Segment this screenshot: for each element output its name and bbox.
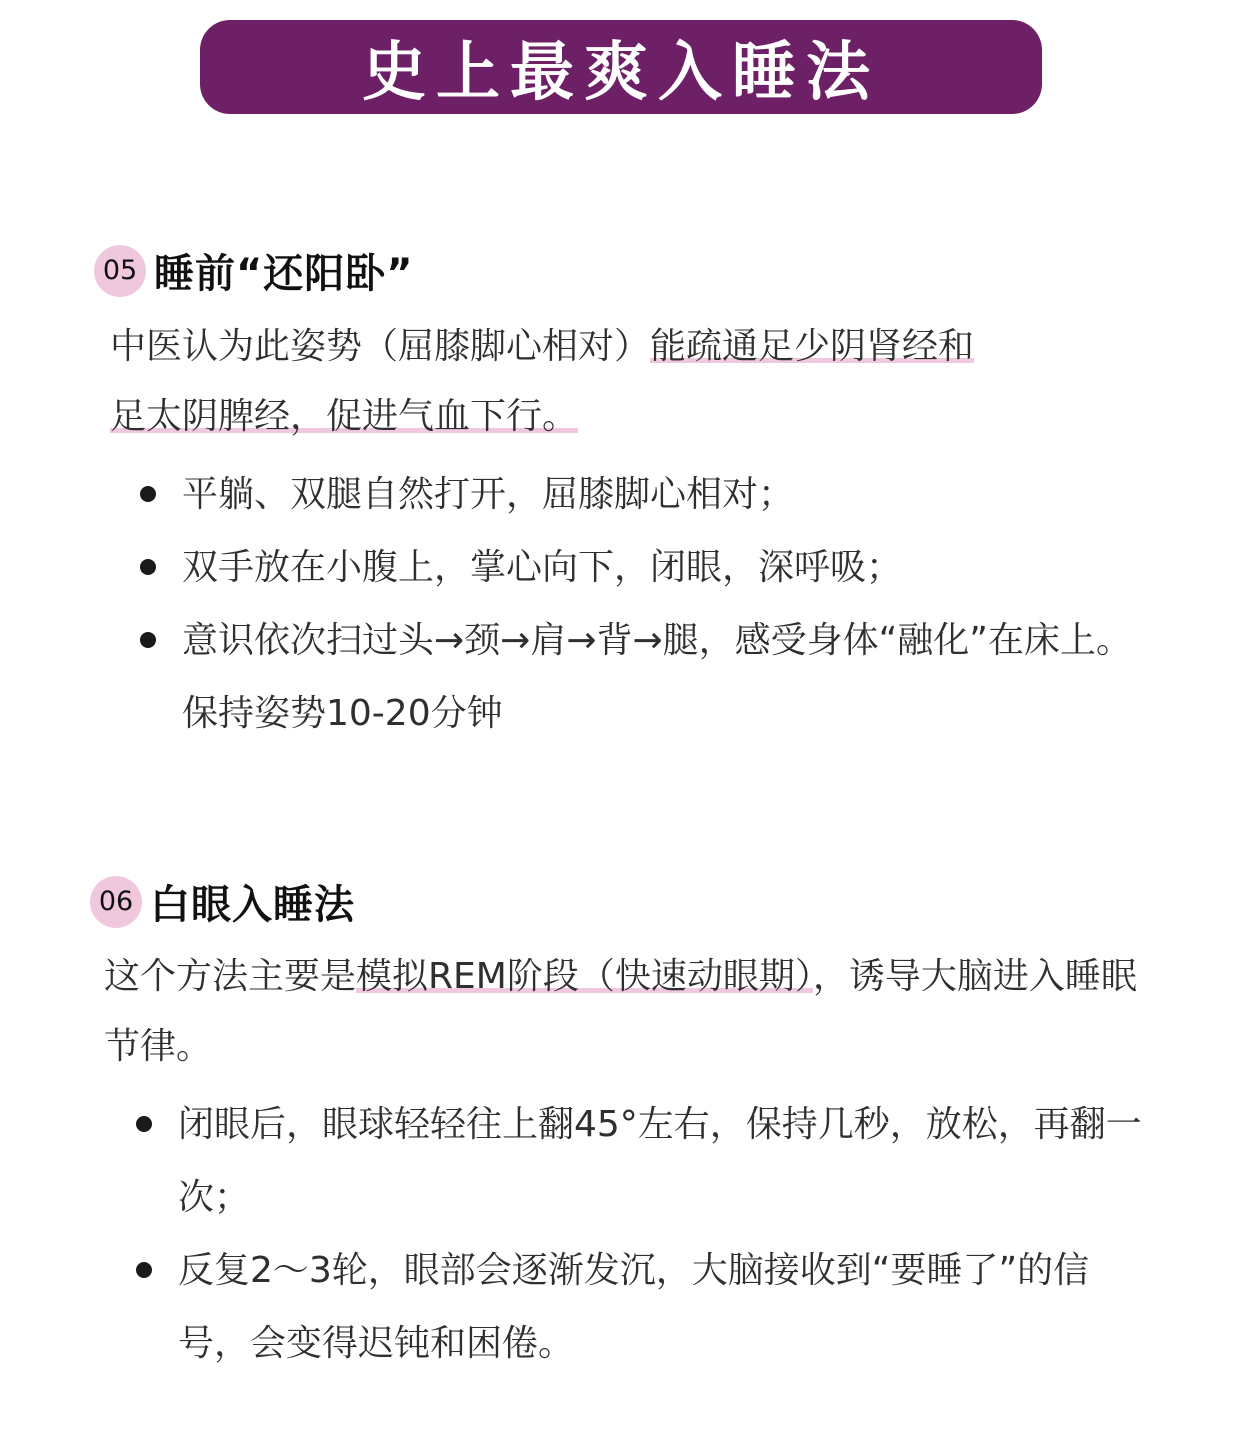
bullet-dot — [140, 486, 156, 502]
list-item: 反复2～3轮，眼部会逐渐发沉，大脑接收到“要睡了”的信号，会变得迟钝和困倦。 — [134, 1234, 1144, 1380]
intro-text: 中医认为此姿势（屈膝脚心相对） — [110, 326, 651, 367]
intro-highlight: 足太阴脾经，促进气血下行。 — [110, 396, 579, 437]
bullet-dot — [140, 559, 156, 575]
section-header-06 — [90, 873, 355, 930]
section-intro — [110, 312, 1180, 452]
list-item: 闭眼后，眼球轻轻往上翻45°左右，保持几秒，放松，再翻一次； — [134, 1088, 1144, 1234]
section-title: 睡前“还阳卧” — [154, 251, 414, 297]
bullet-list — [138, 458, 1148, 750]
list-item: 双手放在小腹上，掌心向下，闭眼，深呼吸； — [138, 531, 1148, 604]
section-header-05 — [94, 242, 414, 299]
intro-text: 这个方法主要是 — [104, 956, 357, 997]
intro-highlight: 模拟REM阶段（快速动眼期） — [356, 956, 813, 997]
intro-highlight: 能疏通足少阴肾经和 — [650, 326, 975, 367]
bullet-dot — [136, 1262, 152, 1278]
section-number-badge: 05 — [94, 245, 146, 297]
bullet-dot — [140, 632, 156, 648]
bullet-list — [134, 1088, 1144, 1380]
list-item: 平躺、双腿自然打开，屈膝脚心相对； — [138, 458, 1148, 531]
section-title: 白眼入睡法 — [150, 882, 355, 928]
intro-text: ，诱导大脑进入睡眠节律。 — [104, 956, 1137, 1067]
list-item: 意识依次扫过头→颈→肩→背→腿，感受身体“融化”在床上。保持姿势10-20分钟 — [138, 604, 1148, 750]
section-number-badge: 06 — [90, 876, 142, 928]
section-intro — [104, 942, 1144, 1082]
bullet-dot — [136, 1116, 152, 1132]
title-banner — [200, 20, 1042, 114]
page-title: 史上最爽入睡法 — [362, 36, 880, 110]
